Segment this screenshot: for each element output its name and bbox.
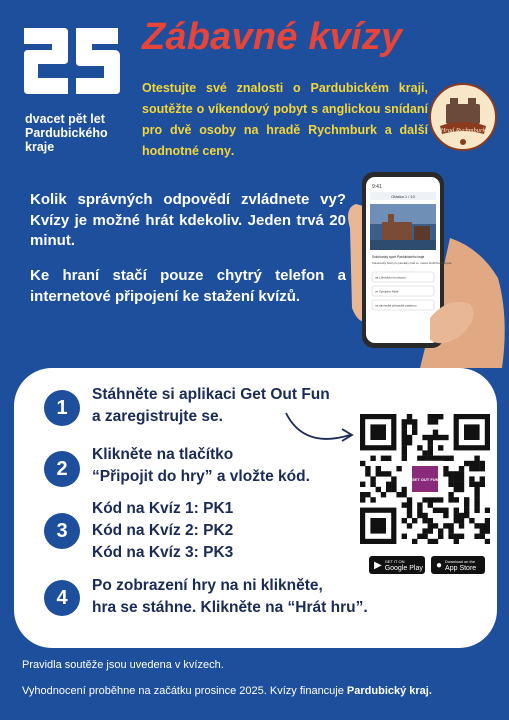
play-game-label: “Hrát hru” [287,599,364,616]
step-4-number: 4 [44,580,80,616]
intro-part-3: . [230,144,235,158]
app-store-badge[interactable]: ● Download on the App Store [431,556,485,574]
qr-code[interactable] [360,414,490,544]
intro-paragraph-2: Ke hraní stačí pouze chytrý telefon a internetové připojení ke stažení kvízů. [30,267,346,305]
step-3-number: 3 [44,513,80,549]
intro-part-1: Otestujte své znalosti o Pardubickém kraji, soutěžte o [142,81,428,116]
phone-option-2: ve Vysokém Mýtě [375,289,399,294]
quiz-code-3: Kód na Kvíz 3: PK3 [92,544,234,561]
phone-illustration [330,168,509,368]
quiz-code-2: Kód na Kvíz 2: PK2 [92,522,234,539]
intro-text [142,78,428,162]
logo-line-2: Pardubického [25,126,108,140]
footer-funder: Pardubický kraj. [346,685,432,697]
apple-icon: ● [436,559,443,571]
step-2-text [92,444,310,488]
intro-paragraph-1: Kolik správných odpovědí zvládnete vy? Kvízy je možné hrát kdekoliv. Jeden trvá 20 minut. [30,191,346,249]
quiz-code-1: Kód na Kvíz 1: PK1 [92,500,234,517]
phone-question-text: Sokolovský bratr pro památky hrad sv. města Jindřicha Vařejova. [372,261,453,265]
intro-prize: víkendový pobyt s anglickou snídaní pro dvě osoby na hradě Rychmburk [142,102,428,137]
arrow-icon [284,405,360,449]
app-name: Get Out Fun [240,386,330,403]
footer-rules: Pravidla soutěže jsou uvedena v kvízech. [22,659,224,671]
phone-time: 9:41 [372,184,382,190]
logo-line-3: kraje [25,140,55,154]
qr-logo-text: GET OUT FUN [411,477,439,483]
google-play-icon: ▶ [374,559,382,571]
step-1-line-1: Stáhněte si aplikaci [92,386,241,403]
phone-header-label: Otázka 1 / 10 [391,194,415,199]
step-2-line-1: Klikněte na tlačítko [92,446,234,463]
intro-part-2: a další [376,123,428,137]
svg-text:Sokolovský bratr pro památky h [372,261,452,265]
phone-question-title: Sokolovský sport Pardubického kraje [372,255,425,259]
step-3-codes [92,498,233,564]
logo-line-1: dvacet pět let [25,112,105,126]
step-2-number: 2 [44,451,80,487]
intro-prize-2: hodnotné ceny [142,144,231,158]
step-2-line-2: a vložte kód. [212,468,310,485]
google-play-badge[interactable]: ▶ GET IT ON Google Play [369,556,425,574]
step-4-line-1: Po zobrazení hry na ni klikněte, [92,577,323,594]
logo-25 [22,22,122,100]
step-1-number: 1 [44,390,80,426]
join-game-label: “Připojit do hry” [92,468,213,485]
step-4-line-2: hra se stáhne. Klikněte na [92,599,288,616]
footer-evaluation: Vyhodnocení proběhne na začátku prosince 2025. Kvízy financuje Pardubický kraj. [22,685,432,697]
step-4-text: Po zobrazení hry na ni klikněte, hra se stáhne. Klikněte na “Hrát hru”. [92,577,368,616]
badge-text: Hrad Rychmburk [440,127,486,134]
castle-badge-logo [428,82,498,152]
logo-caption [25,112,108,154]
phone-option-1: na Líšnickém horizontu [375,275,406,280]
page-title: Zábavné kvízy [142,16,403,58]
step-1-line-2: a zaregistrujte se. [92,408,223,425]
phone-option-3: na zámecké přístavbě pavilonu [375,303,417,308]
